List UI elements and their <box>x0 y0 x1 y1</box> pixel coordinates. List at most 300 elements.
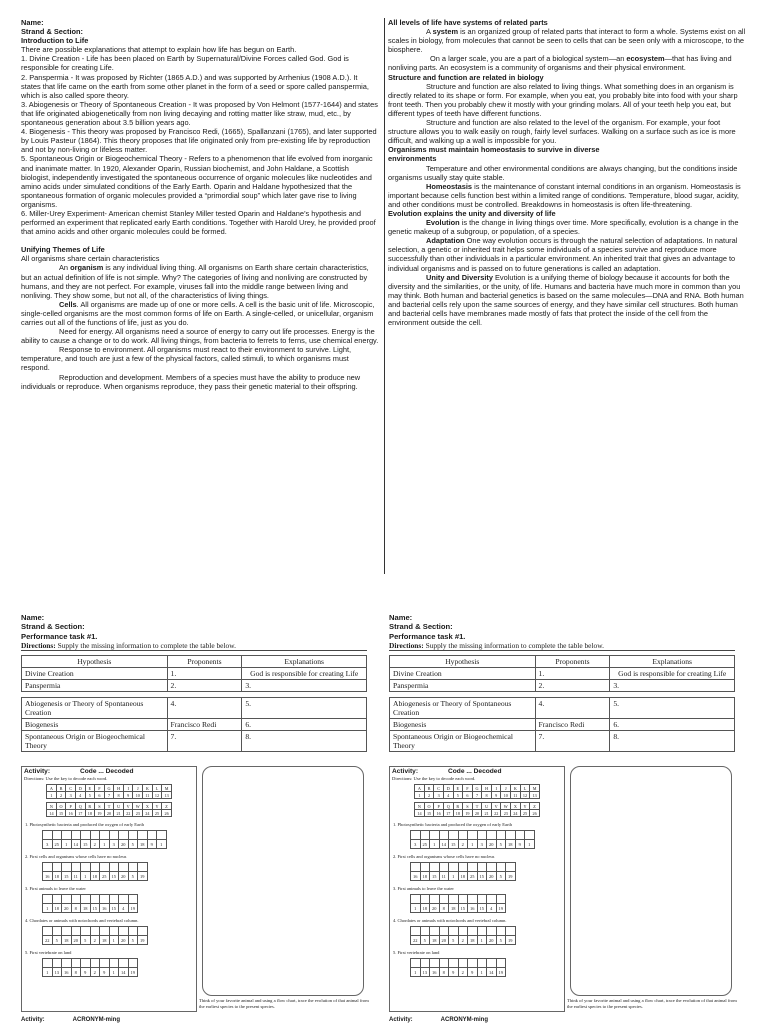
decode-question: 1. Photosynthetic bacteria and produced the oxygen of early Earth <box>393 822 512 827</box>
code-cell: 2 <box>458 840 468 849</box>
flow-chart-box[interactable] <box>202 766 364 996</box>
answer-cell[interactable] <box>468 959 478 968</box>
answer-cell[interactable] <box>71 927 81 936</box>
code-cell: 1 <box>449 872 459 881</box>
answer-cell[interactable] <box>477 959 487 968</box>
answer-cell[interactable] <box>525 831 535 840</box>
code-cell: 15 <box>477 872 487 881</box>
answer-cell[interactable] <box>468 895 478 904</box>
answer-cell[interactable] <box>420 895 430 904</box>
code-cell: 2 <box>458 968 468 977</box>
key-cell: P <box>434 803 444 810</box>
key-cell: C <box>66 785 76 792</box>
section-heading: Organisms must maintain homeostasis to survive in diverse <box>388 145 600 155</box>
answer-cell[interactable] <box>119 895 129 904</box>
code-cell: 18 <box>420 904 430 913</box>
key-cell: G <box>472 785 482 792</box>
decode-question: 3. First animals to leave the water <box>25 886 86 891</box>
code-table <box>410 830 535 849</box>
flow-chart-instructions: Think of your favorite animal and using a flow chart, trace the evolution of that animal from the earliest species to the present species. <box>199 998 369 1009</box>
worksheet-header <box>21 613 393 641</box>
answer-cell[interactable] <box>487 863 497 872</box>
decode-question: 5. First vertebrate on land <box>25 950 72 955</box>
answer-cell[interactable] <box>458 895 468 904</box>
code-cell: 2 <box>458 936 468 945</box>
key-cell: 12 <box>152 792 162 799</box>
answer-cell[interactable] <box>496 863 506 872</box>
code-cell: 20 <box>487 936 497 945</box>
code-cell: 18 <box>449 904 459 913</box>
key-cell: 19 <box>95 810 105 817</box>
table-cell: Francisco Redi <box>167 719 242 731</box>
answer-cell[interactable] <box>411 895 421 904</box>
answer-cell[interactable] <box>496 959 506 968</box>
term: Adaptation <box>426 236 465 246</box>
answer-cell[interactable] <box>506 863 516 872</box>
answer-cell[interactable] <box>100 863 110 872</box>
paragraph: An organism is any individual living thing. All organisms on Earth share certain characteristics, but an actual definition of life is not simple. Why? The categories of living and nonliving are constructed by humans, and they are not perfect. For example, viruses fall into the middle range between living and nonliving. They show some, but not all, of the characteristics of living things. <box>21 263 369 300</box>
answer-cell[interactable] <box>458 927 468 936</box>
table-cell: 3. <box>610 680 735 692</box>
answer-cell[interactable] <box>90 927 100 936</box>
table-row <box>390 680 735 692</box>
column-header: Hypothesis <box>390 656 536 668</box>
section-heading: All levels of life have systems of related parts <box>388 18 548 27</box>
code-cell: 14 <box>119 968 129 977</box>
answer-cell[interactable] <box>439 959 449 968</box>
table-cell: God is responsible for creating Life <box>242 668 367 680</box>
answer-cell[interactable] <box>71 959 81 968</box>
section-heading: environments <box>388 154 437 164</box>
answer-cell[interactable] <box>487 831 497 840</box>
code-cell: 15 <box>449 840 459 849</box>
code-cell: 14 <box>439 840 449 849</box>
key-cell: 2 <box>424 792 434 799</box>
key-cell: A <box>415 785 425 792</box>
key-cell: X <box>511 803 521 810</box>
answer-cell[interactable] <box>128 959 138 968</box>
answer-cell[interactable] <box>81 959 91 968</box>
answer-cell[interactable] <box>449 895 459 904</box>
term: Cells <box>59 299 77 309</box>
key-cell: U <box>482 803 492 810</box>
code-cell: 13 <box>420 968 430 977</box>
key-cell: 12 <box>520 792 530 799</box>
answer-row <box>43 959 138 968</box>
answer-cell[interactable] <box>62 927 72 936</box>
answer-cell[interactable] <box>458 959 468 968</box>
next-activity-name: ACRONYM-ming <box>72 1017 121 1023</box>
table-cell: Abiogenesis or Theory of Spontaneous Creation <box>390 698 536 719</box>
answer-cell[interactable] <box>71 895 81 904</box>
answer-cell[interactable] <box>430 895 440 904</box>
key-cell: 9 <box>491 792 501 799</box>
answer-cell[interactable] <box>449 831 459 840</box>
column-header: Explanations <box>610 656 735 668</box>
answer-cell[interactable] <box>52 831 62 840</box>
key-cell: D <box>75 785 85 792</box>
activity-name: Code ... Decoded <box>448 768 502 775</box>
table-row <box>390 698 735 719</box>
answer-row <box>411 927 516 936</box>
answer-cell[interactable] <box>119 831 129 840</box>
paragraph: Need for energy. All organisms need a source of energy to carry out life processes. Energy is the ability to cause a change or to do work. All living things, from bacteria to ferrets to ferns, use chemical energy. <box>21 327 379 346</box>
answer-cell[interactable] <box>81 863 91 872</box>
code-cell: 1 <box>109 936 119 945</box>
code-cell: 19 <box>506 936 516 945</box>
code-cell: 16 <box>62 968 72 977</box>
answer-cell[interactable] <box>52 927 62 936</box>
key-cell: H <box>482 785 492 792</box>
key-cell: 1 <box>47 792 57 799</box>
code-cell: 1 <box>477 936 487 945</box>
answer-cell[interactable] <box>439 927 449 936</box>
answer-cell[interactable] <box>439 863 449 872</box>
code-cell: 15 <box>109 872 119 881</box>
answer-cell[interactable] <box>119 959 129 968</box>
code-table <box>410 862 516 881</box>
code-cell: 25 <box>468 872 478 881</box>
key-cell: Q <box>443 803 453 810</box>
name-label: Name: <box>389 613 413 622</box>
answer-cell[interactable] <box>477 927 487 936</box>
answer-cell[interactable] <box>420 863 430 872</box>
answer-cell[interactable] <box>128 895 138 904</box>
code-cell: 22 <box>43 936 53 945</box>
key-cell: 21 <box>482 810 492 817</box>
key-cell: 24 <box>143 810 153 817</box>
answer-row <box>43 927 148 936</box>
code-cell: 1 <box>525 840 535 849</box>
key-cell: R <box>85 803 95 810</box>
key-row <box>47 803 172 810</box>
table-cell: 7. <box>535 731 610 752</box>
answer-cell[interactable] <box>43 831 53 840</box>
answer-cell[interactable] <box>90 895 100 904</box>
section-heading: Evolution explains the unity and diversity of life <box>388 208 556 218</box>
reading-right-column <box>388 18 746 327</box>
code-row <box>43 968 138 977</box>
column-header: Hypothesis <box>22 656 168 668</box>
key-row <box>415 792 540 799</box>
paragraph: Homeostasis is the maintenance of constant internal conditions in an organism. Homeostasis is important because cells function best within a limited range of conditions. Temperature, blood sugar, acidity, and other conditions must be controlled. Breakdowns in homeostasis is often life-threatening. <box>388 181 741 209</box>
answer-cell[interactable] <box>157 831 167 840</box>
answer-cell[interactable] <box>411 831 421 840</box>
code-cell: 20 <box>487 840 497 849</box>
key-cell: 17 <box>443 810 453 817</box>
paragraph: 1. Divine Creation - Life has been placed on Earth by Supernatural/Divine Forces called God. God is responsible for creating Life. <box>21 54 349 73</box>
answer-cell[interactable] <box>71 863 81 872</box>
answer-cell[interactable] <box>506 831 516 840</box>
key-cell: E <box>453 785 463 792</box>
section-heading: Strand & Section: <box>21 27 84 37</box>
paragraph: Structure and function are also related to the level of the organism. For example, your foot structure allows you to walk easily on rough, fairly level surfaces. Walking on a surface such as ice is more difficult, and walking up a wall is impossible for you. <box>388 118 736 146</box>
code-cell: 3 <box>411 840 421 849</box>
answer-cell[interactable] <box>487 959 497 968</box>
answer-cell[interactable] <box>52 863 62 872</box>
answer-cell[interactable] <box>477 831 487 840</box>
section-heading: Unifying Themes of Life <box>21 245 105 255</box>
activity-directions: Directions: Use the key to decode each word. <box>24 776 108 781</box>
answer-cell[interactable] <box>138 863 148 872</box>
code-cell: 18 <box>420 872 430 881</box>
answer-cell[interactable] <box>496 831 506 840</box>
answer-cell[interactable] <box>100 831 110 840</box>
answer-cell[interactable] <box>138 927 148 936</box>
answer-cell[interactable] <box>128 863 138 872</box>
answer-cell[interactable] <box>62 863 72 872</box>
answer-cell[interactable] <box>439 895 449 904</box>
key-cell: 14 <box>415 810 425 817</box>
code-cell: 1 <box>43 968 53 977</box>
key-cell: 23 <box>133 810 143 817</box>
answer-cell[interactable] <box>487 927 497 936</box>
code-table <box>42 894 138 913</box>
code-cell: 5 <box>81 936 91 945</box>
key-cell: Z <box>530 803 540 810</box>
reading-left-column <box>21 18 379 391</box>
answer-cell[interactable] <box>109 863 119 872</box>
answer-cell[interactable] <box>43 959 53 968</box>
answer-cell[interactable] <box>420 831 430 840</box>
code-cell: 20 <box>119 936 129 945</box>
answer-cell[interactable] <box>62 831 72 840</box>
answer-cell[interactable] <box>90 959 100 968</box>
answer-cell[interactable] <box>147 831 157 840</box>
code-row <box>43 936 148 945</box>
code-row <box>411 840 535 849</box>
key-cell: K <box>511 785 521 792</box>
worksheet-left <box>21 613 393 1023</box>
answer-cell[interactable] <box>477 895 487 904</box>
answer-cell[interactable] <box>138 831 148 840</box>
table-row <box>22 698 367 719</box>
code-row <box>43 840 167 849</box>
answer-cell[interactable] <box>430 927 440 936</box>
key-cell: Y <box>520 803 530 810</box>
answer-cell[interactable] <box>43 863 53 872</box>
table-row <box>390 731 735 752</box>
answer-cell[interactable] <box>119 863 129 872</box>
code-cell: 19 <box>128 904 138 913</box>
answer-cell[interactable] <box>430 863 440 872</box>
table-header-row <box>22 656 367 668</box>
code-cell: 20 <box>119 840 129 849</box>
answer-cell[interactable] <box>487 895 497 904</box>
flow-chart-instructions: Think of your favorite animal and using a flow chart, trace the evolution of that animal from the earliest species to the present species. <box>567 998 737 1009</box>
code-cell: 13 <box>52 968 62 977</box>
code-cell: 20 <box>119 872 129 881</box>
answer-cell[interactable] <box>71 831 81 840</box>
hypothesis-table <box>389 655 735 752</box>
answer-cell[interactable] <box>43 895 53 904</box>
code-table <box>42 830 167 849</box>
answer-cell[interactable] <box>458 863 468 872</box>
answer-cell[interactable] <box>100 959 110 968</box>
hypothesis-table <box>21 655 367 752</box>
code-cell: 11 <box>439 872 449 881</box>
section-heading: Introduction to Life <box>21 36 89 46</box>
answer-cell[interactable] <box>449 959 459 968</box>
answer-cell[interactable] <box>62 959 72 968</box>
key-cell: F <box>95 785 105 792</box>
answer-cell[interactable] <box>411 927 421 936</box>
code-cell: 18 <box>62 936 72 945</box>
answer-cell[interactable] <box>81 895 91 904</box>
term: ecosystem <box>626 54 665 64</box>
key-cell: 10 <box>501 792 511 799</box>
decode-key-table <box>46 802 172 817</box>
code-cell: 16 <box>43 872 53 881</box>
key-cell: 14 <box>47 810 57 817</box>
answer-cell[interactable] <box>81 927 91 936</box>
key-cell: N <box>47 803 57 810</box>
activity-directions: Directions: Use the key to decode each word. <box>392 776 476 781</box>
paragraph: A system is an organized group of related parts that interact to form a whole. Systems exist on all scales in biology, from molecules that cannot be seen to cells that can be seen only with a microscope, to the biosphere. <box>388 27 746 55</box>
key-cell: A <box>47 785 57 792</box>
key-cell: 24 <box>511 810 521 817</box>
code-cell: 1 <box>43 904 53 913</box>
key-cell: 26 <box>530 810 540 817</box>
code-cell: 5 <box>128 936 138 945</box>
answer-cell[interactable] <box>90 863 100 872</box>
code-cell: 5 <box>128 840 138 849</box>
key-cell: 9 <box>123 792 133 799</box>
code-cell: 4 <box>119 904 129 913</box>
key-cell: 11 <box>511 792 521 799</box>
key-cell: 2 <box>56 792 66 799</box>
answer-cell[interactable] <box>52 959 62 968</box>
answer-cell[interactable] <box>109 895 119 904</box>
key-cell: I <box>491 785 501 792</box>
table-cell: Divine Creation <box>22 668 168 680</box>
term: Unity and Diversity <box>426 272 493 282</box>
answer-cell[interactable] <box>411 959 421 968</box>
answer-cell[interactable] <box>477 863 487 872</box>
paragraph: 4. Biogenesis - This theory was proposed by Francisco Redi, (1665), Spallanzani (1765), and later supported by Louis Pasteur (1864). This theory proposes that life originated only from pre-existing life by reproduction and not by non-living or lifeless matter. <box>21 127 377 155</box>
answer-cell[interactable] <box>100 895 110 904</box>
answer-cell[interactable] <box>90 831 100 840</box>
answer-cell[interactable] <box>468 863 478 872</box>
key-cell: I <box>123 785 133 792</box>
answer-cell[interactable] <box>458 831 468 840</box>
key-cell: S <box>463 803 473 810</box>
code-cell: 18 <box>458 872 468 881</box>
decode-question: 1. Photosynthetic bacteria and produced the oxygen of early Earth <box>25 822 144 827</box>
answer-cell[interactable] <box>468 927 478 936</box>
answer-cell[interactable] <box>100 927 110 936</box>
code-cell: 9 <box>515 840 525 849</box>
key-cell: O <box>424 803 434 810</box>
code-cell: 19 <box>496 904 506 913</box>
key-cell: T <box>472 803 482 810</box>
key-cell: X <box>143 803 153 810</box>
key-cell: 19 <box>463 810 473 817</box>
key-cell: C <box>434 785 444 792</box>
code-cell: 19 <box>496 968 506 977</box>
answer-cell[interactable] <box>119 927 129 936</box>
key-cell: O <box>56 803 66 810</box>
table-cell: 1. <box>167 668 242 680</box>
table-header-row <box>390 656 735 668</box>
key-cell: M <box>530 785 540 792</box>
answer-cell[interactable] <box>430 959 440 968</box>
answer-cell[interactable] <box>411 863 421 872</box>
key-cell: N <box>415 803 425 810</box>
key-cell: Q <box>75 803 85 810</box>
key-cell: 20 <box>104 810 114 817</box>
table-cell: 3. <box>242 680 367 692</box>
code-row <box>411 968 506 977</box>
paragraph: Adaptation One way evolution occurs is through the natural selection of adaptations. In natural selection, a genetic or inherited trait helps some individuals of a species survive and reproduce more successfully than other individuals in a particular environment. An inherited trait that gives an advantage to individual organisms and is passed on to future generations is called an adaptation. <box>388 236 738 273</box>
answer-cell[interactable] <box>62 895 72 904</box>
code-cell: 19 <box>138 936 148 945</box>
table-cell: 2. <box>167 680 242 692</box>
flow-chart-box[interactable] <box>570 766 732 996</box>
key-cell: 22 <box>491 810 501 817</box>
answer-cell[interactable] <box>52 895 62 904</box>
decode-key-table <box>414 802 540 817</box>
paragraph: Evolution is the change in living things over time. More specifically, evolution is a change in the genetic makeup of a subgroup, or population, of a species. <box>388 218 739 237</box>
answer-cell[interactable] <box>515 831 525 840</box>
code-cell: 5 <box>496 936 506 945</box>
table-cell: 8. <box>610 731 735 752</box>
table-row <box>22 680 367 692</box>
answer-row <box>411 959 506 968</box>
answer-cell[interactable] <box>420 927 430 936</box>
answer-cell[interactable] <box>109 831 119 840</box>
answer-cell[interactable] <box>109 927 119 936</box>
answer-cell[interactable] <box>449 927 459 936</box>
key-cell: 23 <box>501 810 511 817</box>
key-cell: 16 <box>434 810 444 817</box>
answer-cell[interactable] <box>439 831 449 840</box>
answer-cell[interactable] <box>128 927 138 936</box>
key-cell: 13 <box>530 792 540 799</box>
paragraph: Reproduction and development. Members of a species must have the ability to produce new individuals or reproduce. When organisms reproduce, they pass their genetic material to their offspring. <box>21 372 361 391</box>
answer-cell[interactable] <box>468 831 478 840</box>
answer-cell[interactable] <box>496 927 506 936</box>
answer-cell[interactable] <box>128 831 138 840</box>
answer-cell[interactable] <box>506 927 516 936</box>
decode-question: 4. Chordates or animals with notochords and vertebral column. <box>393 918 507 923</box>
task-label: Performance task #1. <box>21 631 98 641</box>
table-cell: 5. <box>610 698 735 719</box>
paragraph-gap <box>21 236 379 245</box>
code-cell: 15 <box>477 904 487 913</box>
table-cell: Francisco Redi <box>535 719 610 731</box>
code-cell: 1 <box>62 840 72 849</box>
answer-cell[interactable] <box>420 959 430 968</box>
answer-cell[interactable] <box>109 959 119 968</box>
code-table <box>42 926 148 945</box>
key-cell: 18 <box>453 810 463 817</box>
code-cell: 18 <box>468 936 478 945</box>
directions-label: Directions: <box>389 641 424 651</box>
answer-cell[interactable] <box>43 927 53 936</box>
code-cell: 15 <box>109 904 119 913</box>
code-row <box>411 936 516 945</box>
answer-cell[interactable] <box>496 895 506 904</box>
code-table <box>410 894 506 913</box>
answer-cell[interactable] <box>81 831 91 840</box>
activity-title: Activity: Code ... Decoded <box>24 768 134 775</box>
key-cell: 6 <box>95 792 105 799</box>
answer-cell[interactable] <box>430 831 440 840</box>
code-cell: 15 <box>81 840 91 849</box>
code-cell: 15 <box>90 904 100 913</box>
answer-cell[interactable] <box>449 863 459 872</box>
